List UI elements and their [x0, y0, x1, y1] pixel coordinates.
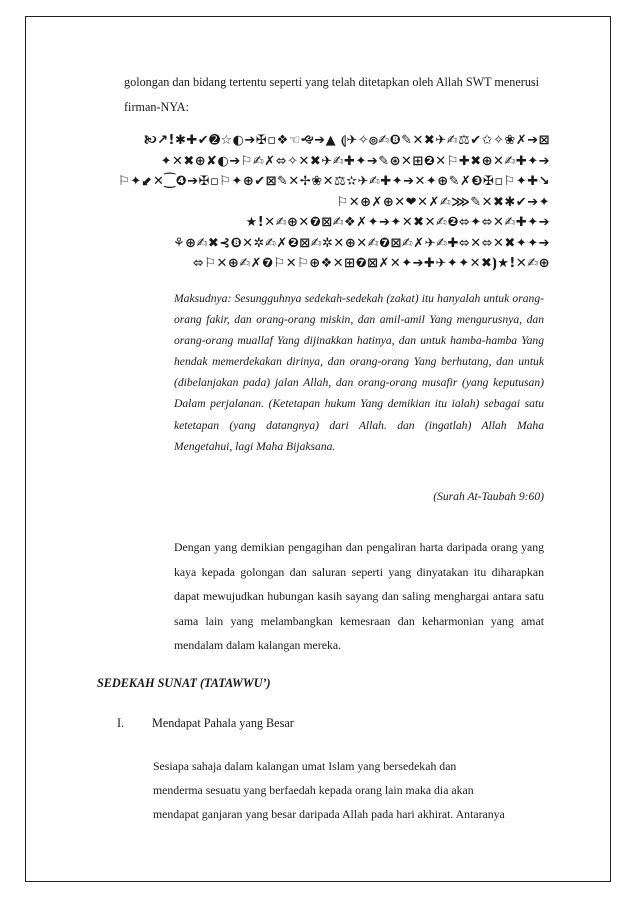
paragraph-line: mendapat ganjaran yang besar daripada Allah pada hari akhirat. Antaranya [153, 807, 505, 821]
arabic-line: ⚘⊕✍✖⊰❽✕✲✍✗❷⊠✍✲✕⊕✕✍❼⊠✍✗✈✍✚⬄✕⬄✕✖✦✦➔ [172, 235, 550, 251]
arabic-line: ★!✕✍⊕✕❼⊠✍❖✗✦➔✦✕✖✕✍❷⬄✦⬄✕✍✚✦➔ [245, 215, 550, 230]
arabic-line: ✦✕✖⊕✘◐➔⚐✍✗⬄✧✕✖✈✍✚✦➔✎⊛✕⊞❷✕⚐✚✖⊕✕✍✚✦➔ [160, 153, 550, 169]
arabic-verse [72, 131, 550, 275]
paragraph-line: Sesiapa sahaja dalam kalangan umat Islam yang bersedekah dan [153, 759, 457, 773]
arabic-line: ⚐✦⬋✕⁐❹➔✠▫⚐✦⊕✔⊠✎✕✢❀✕⚖✫✈✍✚✦➔✕✦⊕✎✗❸✠▫⚐✦✚↘ [118, 174, 550, 189]
paragraph-line: menderma sesuatu yang berfaedah kepada orang lain maka dia akan [153, 783, 474, 797]
arabic-line: 🙠↗!✱✚✔➋☆◐➔✠▫❖☜🙙➔▲ ⦇✈✧⦾✍❽✎✕✖✈✍⚖✔✩✧❀✗➔⊠ [143, 133, 550, 148]
subsection-numeral: I. [117, 716, 125, 730]
verse-translation: Maksudnya: Sesungguhnya sedekah-sedekah (zakat) itu hanyalah untuk orang-orang fakir, dan orang-orang miskin, dan amil-amil Yang mengurusnya, dan orang-orang muallaf Yang dijinakkan hatinya, dan untuk hamba-hamba Yang hendak memerdekakan dirinya, dan orang-orang Yang berhutang, dan untuk (dibelanjakan pada) jalan Allah, dan orang-orang musafir (yang keputusan) Dalam perjalanan. (Ketetapan hukum Yang demikian itu ialah) sebagai satu ketetapan (yang datangnya) dari Allah. dan (ingatlah) Allah Maha Mengetahui, lagi Maha Bijaksana. [174, 292, 544, 453]
body-paragraph: Dengan yang demikian pengagihan dan pengaliran harta daripada orang yang kaya kepada golongan dan saluran seperti yang dinyatakan itu diharapkan dapat mewujudkan hubungan kasih sayang dan saling menghargai antara satu sama lain yang melambangkan kemesraan dan keharmonian yang amat mendalam dalam kalangan mereka. [174, 540, 544, 652]
arabic-line: ⬄⚐✕⊕✍✗❼⚐✕⚐⊕❖✕⊞❼⊠✗✕✦➔✚✈✦✦✕✖⦘★!✕✍⊕ [192, 256, 550, 271]
subsection-title: Mendapat Pahala yang Besar [152, 716, 294, 730]
section-heading: SEDEKAH SUNAT (TATAWWU’) [97, 676, 271, 690]
body-paragraph-2 [153, 754, 545, 826]
arabic-line: ⚐✕⊕✗⊕✕❤✕✗✍⋙✎✕✖✱✔➔✦ [336, 194, 550, 210]
verse-reference: (Surah At-Taubah 9:60) [433, 490, 544, 503]
intro-text: golongan dan bidang tertentu seperti yang telah ditetapkan oleh Allah SWT menerusi firman-NYA: [124, 75, 540, 114]
